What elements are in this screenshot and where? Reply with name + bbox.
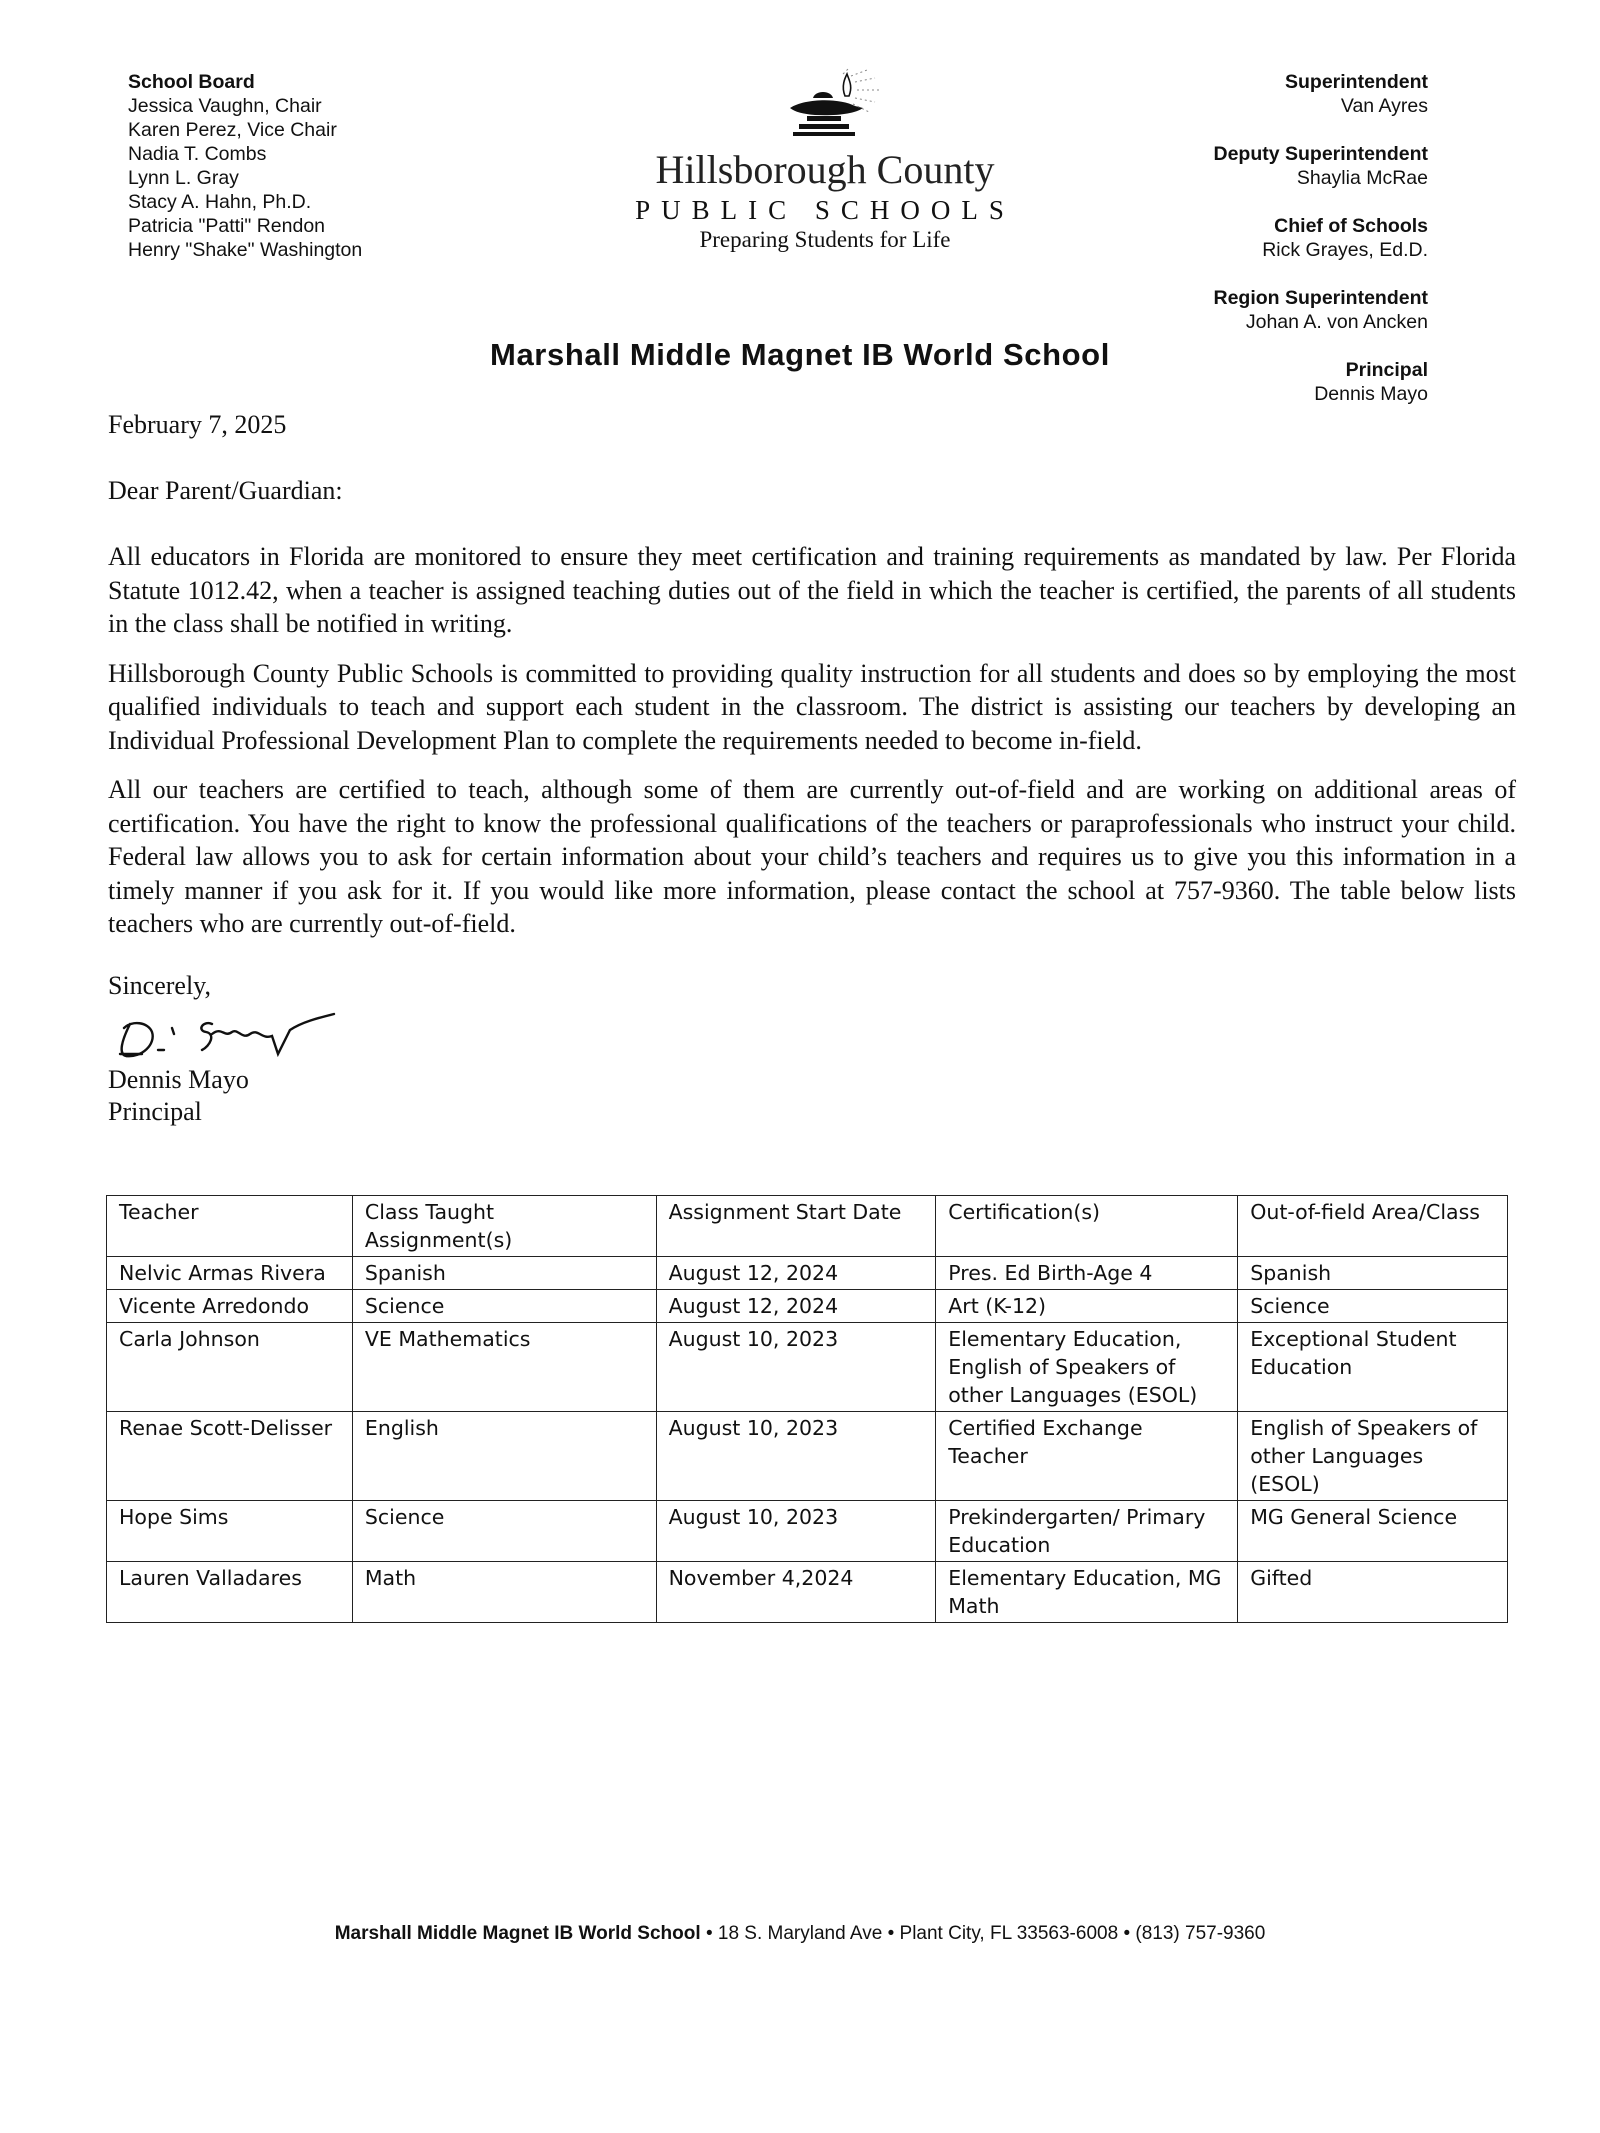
letter-date: February 7, 2025 xyxy=(108,410,287,439)
board-member: Lynn L. Gray xyxy=(128,167,239,189)
table-cell: VE Mathematics xyxy=(352,1323,656,1412)
column-header: Teacher xyxy=(107,1196,353,1257)
table-row xyxy=(107,1562,1508,1623)
table-cell: Math xyxy=(352,1562,656,1623)
table-cell: August 10, 2023 xyxy=(656,1412,936,1501)
table-cell: Prekindergarten/ Primary Education xyxy=(936,1501,1238,1562)
table-cell: Pres. Ed Birth-Age 4 xyxy=(936,1257,1238,1290)
board-member: Stacy A. Hahn, Ph.D. xyxy=(128,191,312,213)
table-cell: August 10, 2023 xyxy=(656,1323,936,1412)
salutation: Dear Parent/Guardian: xyxy=(108,476,343,505)
footer-school: Marshall Middle Magnet IB World School xyxy=(334,1923,701,1944)
table-row xyxy=(107,1257,1508,1290)
table-cell: Vicente Arredondo xyxy=(107,1290,353,1323)
table-cell: Science xyxy=(1238,1290,1508,1323)
table-row xyxy=(107,1412,1508,1501)
district-name: Hillsborough County xyxy=(655,147,995,192)
footer-separator: • xyxy=(887,1923,895,1944)
admin-role: Deputy Superintendent xyxy=(1213,143,1428,165)
district-logo xyxy=(600,68,1050,254)
table-header-row xyxy=(107,1196,1508,1257)
footer xyxy=(0,1923,1600,1945)
administration xyxy=(1213,70,1428,430)
table-row xyxy=(107,1501,1508,1562)
district-subtitle: PUBLIC SCHOOLS xyxy=(635,195,1015,225)
table-cell: August 10, 2023 xyxy=(656,1501,936,1562)
school-board xyxy=(128,70,362,262)
board-member: Henry "Shake" Washington xyxy=(128,239,363,261)
table-cell: Elementary Education, MG Math xyxy=(936,1562,1238,1623)
signer-title: Principal xyxy=(108,1097,202,1126)
table-cell: Renae Scott-Delisser xyxy=(107,1412,353,1501)
table-cell: Art (K-12) xyxy=(936,1290,1238,1323)
table-cell: Nelvic Armas Rivera xyxy=(107,1257,353,1290)
table-cell: Spanish xyxy=(352,1257,656,1290)
table-cell: August 12, 2024 xyxy=(656,1290,936,1323)
paragraph: All educators in Florida are monitored to ensure they meet certification and training requirements as mandated by law. Per Florida Statute 1012.42, when a teacher is assigned teaching duties out of the field in which the teacher is certified, the parents of all students in the class shall be notified in writing. xyxy=(108,542,1516,638)
admin-name: Johan A. von Ancken xyxy=(1245,311,1428,333)
table-row xyxy=(107,1323,1508,1412)
table-cell: August 12, 2024 xyxy=(656,1257,936,1290)
board-member: Jessica Vaughn, Chair xyxy=(128,95,322,117)
admin-role: Principal xyxy=(1345,359,1428,381)
footer-city: Plant City, FL 33563-6008 xyxy=(899,1923,1119,1944)
paragraph: All our teachers are certified to teach, although some of them are currently out-of-field and are working on additional areas of certification. You have the right to know the professional qualifications of the teachers or paraprofessionals who instruct your child. Federal law allows you to ask for certain information about your child’s teachers and requires us to give you this information in a timely manner if you ask for it. If you would like more information, please contact the school at 757-9360. The table below lists teachers who are currently out-of-field. xyxy=(108,775,1516,938)
school-board-heading: School Board xyxy=(128,71,255,93)
table-cell: November 4,2024 xyxy=(656,1562,936,1623)
column-header: Out-of-field Area/Class xyxy=(1238,1196,1508,1257)
table-cell: Exceptional Student Education xyxy=(1238,1323,1508,1412)
admin-name: Shaylia McRae xyxy=(1296,167,1428,189)
table-cell: Science xyxy=(352,1501,656,1562)
out-of-field-table xyxy=(106,1195,1508,1623)
board-member: Patricia "Patti" Rendon xyxy=(128,215,326,237)
school-title: Marshall Middle Magnet IB World School xyxy=(490,337,1110,372)
table-cell: Gifted xyxy=(1238,1562,1508,1623)
board-member: Nadia T. Combs xyxy=(128,143,267,165)
column-header: Assignment Start Date xyxy=(656,1196,936,1257)
table-cell: English xyxy=(352,1412,656,1501)
paragraph: Hillsborough County Public Schools is committed to providing quality instruction for all students and does so by employing the most qualified individuals to teach and support each student in the classroom. The district is assisting our teachers by developing an Individual Professional Development Plan to complete the requirements needed to become in-field. xyxy=(108,658,1516,755)
table-cell: Carla Johnson xyxy=(107,1323,353,1412)
table-cell: MG General Science xyxy=(1238,1501,1508,1562)
closing: Sincerely, xyxy=(108,971,211,1000)
signer xyxy=(108,1064,249,1128)
admin-role: Chief of Schools xyxy=(1274,215,1428,237)
table-cell: Lauren Valladares xyxy=(107,1562,353,1623)
footer-separator: • xyxy=(705,1923,713,1944)
admin-name: Dennis Mayo xyxy=(1314,383,1428,405)
column-header: Class Taught Assignment(s) xyxy=(352,1196,656,1257)
table-cell: Spanish xyxy=(1238,1257,1508,1290)
lamp-icon xyxy=(755,68,895,146)
column-header: Certification(s) xyxy=(936,1196,1238,1257)
footer-phone: (813) 757-9360 xyxy=(1135,1923,1266,1944)
admin-name: Van Ayres xyxy=(1340,95,1428,117)
table-cell: Hope Sims xyxy=(107,1501,353,1562)
signer-name: Dennis Mayo xyxy=(108,1065,249,1094)
admin-role: Superintendent xyxy=(1284,71,1428,93)
district-tagline: Preparing Students for Life xyxy=(699,227,951,252)
table-row xyxy=(107,1290,1508,1323)
table-cell: Science xyxy=(352,1290,656,1323)
admin-role: Region Superintendent xyxy=(1213,287,1428,309)
admin-name: Rick Grayes, Ed.D. xyxy=(1262,239,1428,261)
letter-body xyxy=(108,540,1516,957)
footer-address: 18 S. Maryland Ave xyxy=(717,1923,883,1944)
board-member: Karen Perez, Vice Chair xyxy=(128,119,337,141)
table-cell: Elementary Education, English of Speakers of other Languages (ESOL) xyxy=(936,1323,1238,1412)
table-cell: English of Speakers of other Languages (ESOL) xyxy=(1238,1412,1508,1501)
table-cell: Certified Exchange Teacher xyxy=(936,1412,1238,1501)
signature xyxy=(112,1010,352,1066)
footer-separator: • xyxy=(1123,1923,1131,1944)
